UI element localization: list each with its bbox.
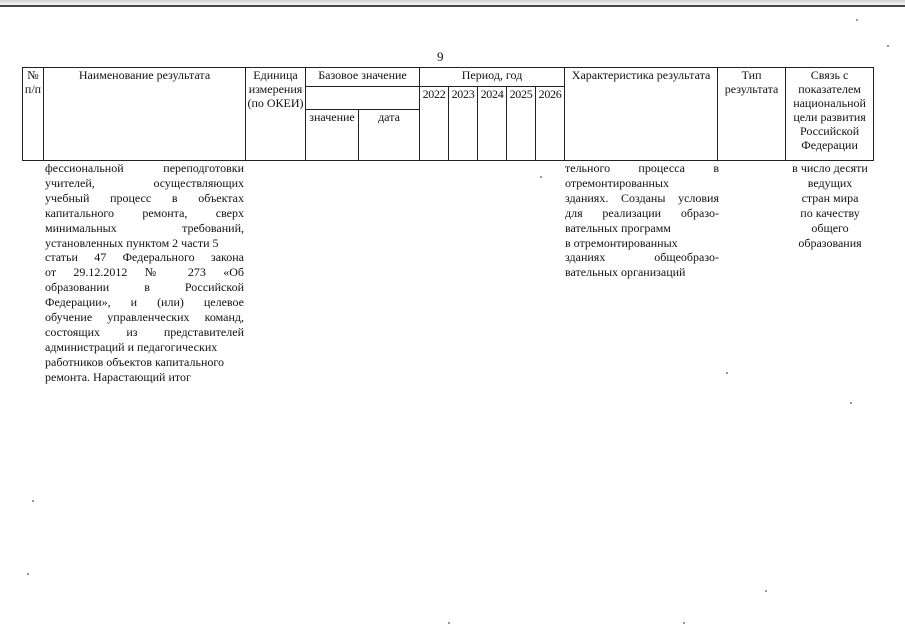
scan-speck [850,402,852,404]
header-year-2025: 2025 [507,87,536,161]
scan-speck [856,19,858,21]
scan-speck [765,590,767,592]
text-line: тельного процесса в [565,161,719,175]
text-line: вательных программ [565,220,671,235]
text-line: администраций и педагогических [45,339,218,354]
text-line: от 29.12.2012 № 273 «Об [45,265,244,280]
text-line: в число десяти [792,161,868,175]
header-characteristic: Характеристика результата [565,68,718,161]
top-rule [0,5,905,7]
text-line: работников объектов капитального [45,354,224,369]
scan-speck [32,500,34,502]
text-line: ремонта. Нарастающий итог [45,369,191,384]
text-line: по качеству [800,205,860,220]
header-year-2024: 2024 [478,87,507,161]
header-base-value: значение [306,110,359,161]
text-line: для реализации образо- [565,205,719,220]
scan-speck [683,622,685,624]
text-line: образования [798,235,862,250]
result-name-continuation [45,161,244,385]
text-line: учебный процесс в объектах [45,190,244,205]
scan-speck [887,45,889,47]
header-year-2023: 2023 [449,87,478,161]
text-line: обучение управленческих команд, [45,310,244,325]
header-base-spacer [306,87,420,110]
scan-speck [27,573,29,575]
text-line: учителей, осуществляющих [45,175,244,190]
scan-speck [540,176,542,178]
header-name: Наименование результата [44,68,246,161]
text-line: состоящих из представителей [45,324,244,339]
text-line: фессиональной переподготовки [45,161,244,175]
header-period: Период, год [420,68,565,87]
text-line: установленных пунктом 2 части 5 [45,235,219,250]
text-line: образовании в Российской [45,280,244,295]
text-line: общего [811,220,849,235]
text-line: Федерации», и (или) целевое [45,295,244,310]
header-link: Связь с показателем национальной цели развития Российской Федерации [786,68,874,161]
page-number: 9 [437,49,444,64]
text-line: статьи 47 Федерального закона [45,250,244,265]
text-line: зданиях общеобразо- [565,250,719,265]
text-line: стран мира [801,190,859,205]
text-line: ведущих [807,175,853,190]
header-type: Тип результата [718,68,786,161]
header-unit: Единица измерения (по ОКЕИ) [246,68,306,161]
header-base-date: дата [359,110,420,161]
results-table [22,67,874,161]
text-line: капитального ремонта, сверх [45,205,244,220]
scan-speck [448,622,450,624]
text-line: зданиях. Созданы условия [565,190,719,205]
text-line: вательных организаций [565,265,686,280]
header-num: № п/п [23,68,44,161]
header-base: Базовое значение [306,68,420,87]
text-line: в отремонтированных [565,235,678,250]
text-line: отремонтированных [565,175,669,190]
scan-speck [726,372,728,374]
header-year-2022: 2022 [420,87,449,161]
header-year-2026: 2026 [536,87,565,161]
result-characteristic-continuation [565,161,719,280]
national-goal-link-continuation [787,161,873,250]
text-line: минимальных требований, [45,220,244,235]
